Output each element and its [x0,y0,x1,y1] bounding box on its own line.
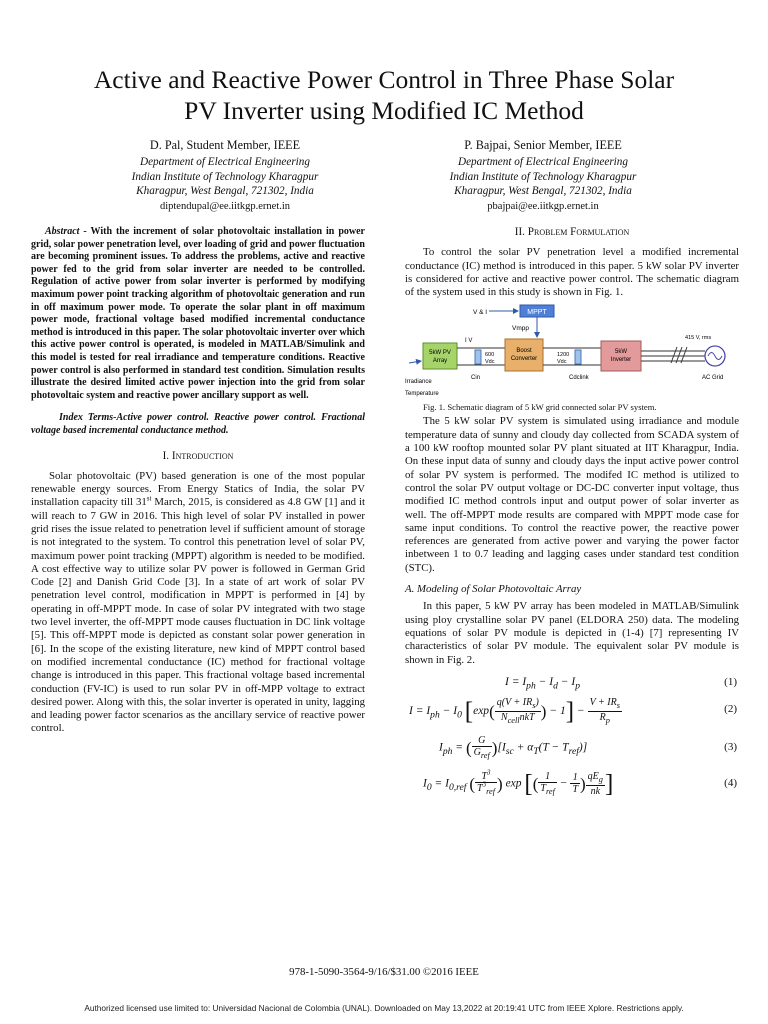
boost-label-2: Converter [510,356,538,363]
intro-text-a: Solar photovoltaic (PV) based generation is one of the most popular renewable energy sources. From Energy Statics of India, the solar PV installation capacity till 31 [31,469,365,509]
abstract-text: - With the increment of solar photovoltaic installation in power grid, solar power penetration level, over loading of grid and power fluctuation are becoming prominent issues. To address the problems, active and reactive power fed to the grid from solar inverter are needed to be controlled. Regulation of active power from solar inverter is performed by modifying maximum power point tracking algorithm of photovoltaic generation and run in off maximum power mode. To operate the solar plant in off maximum power mode, fractional voltage based modified incremental conductance method is introduced in this paper. The solar photovoltaic inverter over which this active power control is operated, is modeled in MATLAB/Simulink and this model is tested for real irradiance and temperature conditions. Reactive power control is also performed in standard test condition. Simulation results illustrate the desired limited active power injection into the grid from solar photovoltaic system and reactive power ancillary support as well. [31,226,365,401]
boost-converter-block [505,339,543,371]
abstract-label: Abstract [45,226,80,237]
figure-1-caption: Fig. 1. Schematic diagram of 5 kW grid connected solar PV system. [423,402,657,413]
grid-label: AC Grid [702,375,724,382]
title-line-2: PV Inverter using Modified IC Method [184,96,584,125]
author-inst: Indian Institute of Technology Kharagpur [131,170,319,183]
boost-label-1: Boost [516,348,532,355]
author-dept: Department of Electrical Engineering [458,156,628,169]
dclink-capacitor [575,350,581,364]
author-name: P. Bajpai, Senior Member, IEEE [464,138,622,152]
author-inst: Indian Institute of Technology Kharagpur [449,170,637,183]
irradiance-label: Irradiance [405,379,432,386]
equation-number: (3) [724,740,737,753]
author-name: D. Pal, Student Member, IEEE [149,138,301,152]
equation-number: (2) [724,702,737,715]
problem-paragraph-2: The 5 kW solar PV system is simulated using irradiance and module temperature data of sunny and cloudy day collected from SCADA system of a 100 kW rooftop mounted solar PV plant situated at IIT Kharagpur, India. On these input data of sunny and cloudy days the input active power control of solar PV system is performed. The modifed IC method is utilized to control the solar PV output voltage or DC-DC converter input voltage, thus modified IC method controls input and output power of solar inverter as well. The off-MPPT mode results are compared with MPPT mode case for same input conditions. To control the reactive power, the reactive power references are generated from active power and varying the power factor inbetween 1 to 0.7 leading and lagging cases under standard test condition (STC). [405,415,739,574]
paper-title [40,64,728,126]
left-column [31,226,365,736]
pv-label-1: 5kW PV [429,350,451,357]
intro-superscript: st [146,494,152,503]
vmpp-label: Vmpp [512,325,529,333]
equation-3: $I_{ph}$ = ( $\frac{G}{G_{ref}}$ )$[I_{sc} + \alpha_T(T - T_{ref})]$ (3) [439,734,737,760]
right-column [405,226,739,801]
v1200-label-1: 1200 [557,352,570,359]
index-terms: Index Terms-Active power control. Reactive power control. Fractional voltage based incremental conductance method. [31,412,365,436]
vi-label: V & I [473,309,488,317]
v1200-label-2: Vdc [557,359,567,366]
equation-number: (1) [724,675,737,688]
iv-label: I V [465,338,473,345]
vrms-label: 415 V, rms [685,335,712,342]
author-block-2 [378,138,708,214]
irradiance-arrow [409,361,421,363]
author-location: Kharagpur, West Bengal, 721302, India [454,184,632,197]
subsection-heading-modeling: A. Modeling of Solar Photovoltaic Array [405,583,582,596]
cin-capacitor [475,350,481,364]
v600-label-2: Vdc [485,359,495,366]
figure-1 [405,303,739,399]
license-footer: Authorized licensed use limited to: Universidad Nacional de Colombia (UNAL). Downloaded on May 13,2022 at 20:19:41 UTC from IEEE Xplore. Restrictions apply. [84,1003,684,1013]
schematic-diagram [405,303,739,399]
inverter-block [601,341,641,371]
cin-label: Cin [471,375,481,382]
mppt-label: MPPT [527,309,547,317]
temperature-label: Temperature [405,391,439,398]
inverter-label-1: 5kW [615,349,627,356]
pv-array-block [423,343,457,369]
author-block-1 [60,138,390,214]
section-heading-problem-formulation: II. Problem Formulation [514,226,630,238]
section-heading-introduction: I. Introduction [162,449,234,462]
author-email[interactable]: pbajpai@ee.iitkgp.ernet.in [487,201,599,213]
author-dept: Department of Electrical Engineering [140,156,310,169]
pv-label-2: Array [432,358,448,365]
abstract [31,226,365,402]
inverter-label-2: Inverter [610,357,632,364]
equation-4: $I_0 = I_{0,ref}$ ( $\frac{T^3}{T^3_{ref}}$ ) exp [( $\frac{1}{T_{ref}}$ − $\frac{1}{T}$ ) $\frac{qE_g}{nk}$ ] (4) [423,768,737,798]
cdclink-label: Cdclink [569,375,589,382]
intro-text-b: March, 2015, is considered as 4.8 GW [1] and it will reach to 7 GW in 2016. This high level of solar PV installed in power grid rises the issue related to penetration level if sufficient amount of storage is not integrated to the system. To control this penetration level of solar PV, maximum power point tracking (MPPT) algorithm is needed to be modified. A cost effective way to utilize solar PV power is followed in German Grid Code [2] and Danish Grid Code [3]. In a state of art work of solar PV penetration level control, modification in MPPT is performed in [4] by operating in off-MPPT mode. In case of solar PV integrated with two stage two level inverter, the off-MPPT mode causes fluctuation in DC link voltage [5]. This off-MPPT mode is depicted as constant solar power generation in [6]. In the scope of the existing literature, new kind of MPPT control based on modified incremental conductance (IC) method for fractional voltage change is introduced in this paper. This fractional voltage based incremental conduction (FV-IC) is used to run solar PV in off-MPP voltage to extract desired power. Along with this, the solar inverter is operated in unity, lagging and leading power factor scenarios as the ancillary service of reactive power control. [31,496,366,735]
author-email[interactable]: diptendupal@ee.iitkgp.ernet.in [159,201,291,213]
equation-2: $I = I_{ph} - I_0$ [exp( $\frac{q(V + IR_s)}{N_{cell}nkT}$ ) − 1] − $\frac{V + IR_s}{R_p}$ (2) [409,696,737,725]
v600-label-1: 600 [485,352,495,359]
equation-number: (4) [724,776,737,789]
problem-paragraph-1: To control the solar PV penetration level a modified incremental conductance (IC) method is introduced in this paper. 5 kW solar PV inverter is considered for active and reactive power control. The schematic diagram of the system used in this study is shown in Fig. 1. [405,246,739,299]
modeling-paragraph: In this paper, 5 kW PV array has been modeled in MATLAB/Simulink using ploy crystalline solar PV panel (ELDORA 250) data. The modeling equations of solar PV module is depicted in (1-4) [7] representing IV characteristics of solar PV module. The equivalent solar PV module is shown in Fig. 2. [405,600,739,666]
equation-1: $I = I_{ph} - I_d - I_p$ (1) [505,675,737,692]
title-line-1: Active and Reactive Power Control in Three Phase Solar [93,65,675,94]
author-location: Kharagpur, West Bengal, 721302, India [136,184,314,197]
copyright-line: 978-1-5090-3564-9/16/$31.00 ©2016 IEEE [289,966,479,978]
introduction-paragraph [31,470,365,736]
